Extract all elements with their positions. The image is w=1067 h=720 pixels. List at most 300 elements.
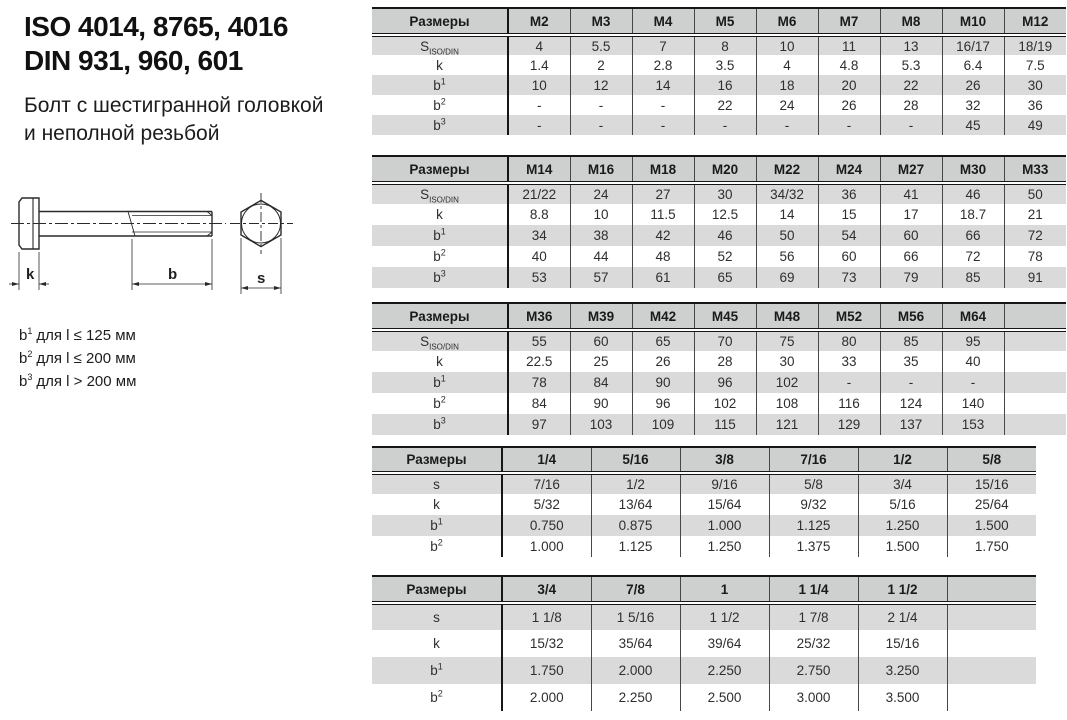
s-arrow-right — [274, 286, 281, 290]
value-cell: 66 — [880, 246, 942, 267]
value-cell: 96 — [632, 393, 694, 414]
value-cell: 38 — [570, 225, 632, 246]
value-cell: 116 — [818, 393, 880, 414]
column-header: 7/16 — [769, 447, 858, 473]
value-cell: 46 — [694, 225, 756, 246]
value-cell: 85 — [880, 330, 942, 351]
value-cell: 5/32 — [502, 494, 591, 515]
footnote-symbol: b — [19, 350, 28, 367]
corner-header: Размеры — [372, 8, 508, 35]
value-cell: 36 — [818, 183, 880, 204]
value-cell: 57 — [570, 267, 632, 288]
value-cell: - — [880, 115, 942, 135]
column-header: M48 — [756, 303, 818, 330]
dimension-table-inch-2 — [372, 575, 1036, 711]
value-cell: 1.125 — [769, 515, 858, 536]
value-cell: 15/32 — [502, 630, 591, 657]
table-header-row — [372, 576, 1036, 603]
row-label: $b^1$ — [372, 515, 502, 536]
value-cell: 1.750 — [502, 657, 591, 684]
value-cell: - — [694, 115, 756, 135]
row-label: $b^1$ — [372, 657, 502, 684]
value-cell: 28 — [694, 351, 756, 372]
row-label: $b^3$ — [372, 414, 508, 435]
value-cell: 78 — [508, 372, 570, 393]
value-cell: 2.500 — [680, 684, 769, 711]
value-cell: - — [570, 95, 632, 115]
footnote-symbol: b — [19, 373, 28, 390]
value-cell: 7/16 — [502, 473, 591, 494]
value-cell: 22.5 — [508, 351, 570, 372]
dimension-table-metric-3 — [372, 302, 1066, 435]
footnote-symbol: b — [19, 327, 28, 344]
corner-header: Размеры — [372, 156, 508, 183]
value-cell: - — [570, 115, 632, 135]
value-cell: 24 — [570, 183, 632, 204]
value-cell: 0.875 — [591, 515, 680, 536]
table-row — [372, 55, 1066, 75]
table-row — [372, 115, 1066, 135]
value-cell: 12 — [570, 75, 632, 95]
value-cell: 32 — [942, 95, 1004, 115]
value-cell: 12.5 — [694, 204, 756, 225]
row-label: k — [372, 494, 502, 515]
value-cell: 15/16 — [858, 630, 947, 657]
dimension-table-inch-1 — [372, 446, 1036, 557]
bolt-drawing-svg — [8, 186, 308, 306]
value-cell: 2.250 — [591, 684, 680, 711]
value-cell: 2 — [570, 55, 632, 75]
table-row — [372, 246, 1066, 267]
table-row — [372, 393, 1066, 414]
value-cell: 56 — [756, 246, 818, 267]
value-cell: 46 — [942, 183, 1004, 204]
value-cell: 35 — [880, 351, 942, 372]
value-cell: 61 — [632, 267, 694, 288]
value-cell: 109 — [632, 414, 694, 435]
value-cell: 1.000 — [502, 536, 591, 557]
value-cell: 21/22 — [508, 183, 570, 204]
value-cell: 1 5/16 — [591, 603, 680, 630]
value-cell: 75 — [756, 330, 818, 351]
empty-value-cell — [1004, 414, 1066, 435]
value-cell: 1.375 — [769, 536, 858, 557]
value-cell: 140 — [942, 393, 1004, 414]
value-cell: 90 — [570, 393, 632, 414]
value-cell: 22 — [694, 95, 756, 115]
footnote-sup: 1 — [27, 326, 33, 336]
column-header: 1 1/2 — [858, 576, 947, 603]
value-cell: 73 — [818, 267, 880, 288]
value-cell: 18/19 — [1004, 35, 1066, 55]
value-cell: 55 — [508, 330, 570, 351]
value-cell: 2.750 — [769, 657, 858, 684]
column-header: M3 — [570, 8, 632, 35]
value-cell: - — [632, 95, 694, 115]
value-cell: 80 — [818, 330, 880, 351]
value-cell: 28 — [880, 95, 942, 115]
value-cell: 10 — [756, 35, 818, 55]
value-cell: 102 — [756, 372, 818, 393]
row-label: k — [372, 204, 508, 225]
row-label: k — [372, 630, 502, 657]
dimension-table-metric-2 — [372, 155, 1066, 288]
value-cell: 15 — [818, 204, 880, 225]
column-header: M8 — [880, 8, 942, 35]
value-cell: 72 — [1004, 225, 1066, 246]
value-cell: 26 — [632, 351, 694, 372]
value-cell: 3.250 — [858, 657, 947, 684]
value-cell: 0.750 — [502, 515, 591, 536]
value-cell: 21 — [1004, 204, 1066, 225]
value-cell: 7 — [632, 35, 694, 55]
value-cell: 60 — [570, 330, 632, 351]
footnotes — [19, 322, 136, 391]
footnote-sup: 3 — [27, 372, 33, 382]
value-cell: 41 — [880, 183, 942, 204]
row-label: $b^2$ — [372, 536, 502, 557]
column-header: M22 — [756, 156, 818, 183]
value-cell: 5/8 — [769, 473, 858, 494]
table-row — [372, 204, 1066, 225]
b-arrow-left — [132, 282, 139, 286]
value-cell: 50 — [756, 225, 818, 246]
table-header-row — [372, 8, 1066, 35]
value-cell: - — [880, 372, 942, 393]
s-arrow-left — [241, 286, 248, 290]
subtitle-line-1: Болт с шестигранной головкой — [24, 94, 324, 117]
value-cell: 60 — [818, 246, 880, 267]
b-dimension-label: b — [168, 266, 178, 283]
column-header: M20 — [694, 156, 756, 183]
value-cell: 60 — [880, 225, 942, 246]
value-cell: 48 — [632, 246, 694, 267]
column-header: 5/16 — [591, 447, 680, 473]
value-cell: 4.8 — [818, 55, 880, 75]
column-header: M27 — [880, 156, 942, 183]
value-cell: 30 — [1004, 75, 1066, 95]
value-cell: 30 — [694, 183, 756, 204]
value-cell: 18.7 — [942, 204, 1004, 225]
column-header: M14 — [508, 156, 570, 183]
column-header: M18 — [632, 156, 694, 183]
value-cell: - — [508, 95, 570, 115]
value-cell: 45 — [942, 115, 1004, 135]
value-cell: 1 1/2 — [680, 603, 769, 630]
value-cell: 14 — [632, 75, 694, 95]
value-cell: 78 — [1004, 246, 1066, 267]
corner-header: Размеры — [372, 303, 508, 330]
table-row — [372, 657, 1036, 684]
value-cell: 103 — [570, 414, 632, 435]
value-cell: 26 — [818, 95, 880, 115]
value-cell: 13 — [880, 35, 942, 55]
column-header: M4 — [632, 8, 694, 35]
value-cell: 66 — [942, 225, 1004, 246]
value-cell: 1.250 — [680, 536, 769, 557]
value-cell: 16/17 — [942, 35, 1004, 55]
value-cell: - — [632, 115, 694, 135]
value-cell: 91 — [1004, 267, 1066, 288]
value-cell: 7.5 — [1004, 55, 1066, 75]
column-header: M2 — [508, 8, 570, 35]
dimension-table-metric-1 — [372, 7, 1066, 135]
value-cell: 39/64 — [680, 630, 769, 657]
row-label: $b^1$ — [372, 225, 508, 246]
value-cell: 52 — [694, 246, 756, 267]
value-cell: 5/16 — [858, 494, 947, 515]
empty-value-cell — [947, 684, 1036, 711]
value-cell: 20 — [818, 75, 880, 95]
row-label: $b^1$ — [372, 75, 508, 95]
k-dimension-label: k — [26, 266, 35, 283]
value-cell: 65 — [632, 330, 694, 351]
column-header: M12 — [1004, 8, 1066, 35]
value-cell: 1/2 — [591, 473, 680, 494]
value-cell: 3.500 — [858, 684, 947, 711]
table-row — [372, 473, 1036, 494]
value-cell: 2.250 — [680, 657, 769, 684]
row-label: $S_{ISO/DIN}$ — [372, 330, 508, 351]
column-header: M45 — [694, 303, 756, 330]
column-header: M36 — [508, 303, 570, 330]
value-cell: - — [508, 115, 570, 135]
bolt-drawing — [8, 186, 308, 306]
value-cell: - — [942, 372, 1004, 393]
footnote-b2 — [19, 345, 136, 368]
value-cell: - — [818, 115, 880, 135]
row-label: $b^2$ — [372, 246, 508, 267]
value-cell: 129 — [818, 414, 880, 435]
value-cell: 85 — [942, 267, 1004, 288]
footnote-text: для l > 200 мм — [36, 373, 137, 390]
row-label: $S_{ISO/DIN}$ — [372, 35, 508, 55]
value-cell: 70 — [694, 330, 756, 351]
value-cell: 8.8 — [508, 204, 570, 225]
table-row — [372, 414, 1066, 435]
column-header: M10 — [942, 8, 1004, 35]
value-cell: 11 — [818, 35, 880, 55]
column-header: M39 — [570, 303, 632, 330]
value-cell: 16 — [694, 75, 756, 95]
column-header: M7 — [818, 8, 880, 35]
column-header: M30 — [942, 156, 1004, 183]
value-cell: 33 — [818, 351, 880, 372]
title-block — [24, 10, 288, 78]
column-header: 1/4 — [502, 447, 591, 473]
column-header: M52 — [818, 303, 880, 330]
table-row — [372, 351, 1066, 372]
column-header: M5 — [694, 8, 756, 35]
value-cell: 4 — [756, 55, 818, 75]
value-cell: 10 — [508, 75, 570, 95]
column-header: 7/8 — [591, 576, 680, 603]
table-header-row — [372, 156, 1066, 183]
value-cell: 97 — [508, 414, 570, 435]
table-header-row — [372, 303, 1066, 330]
value-cell: 25 — [570, 351, 632, 372]
value-cell: 1.500 — [858, 536, 947, 557]
value-cell: 40 — [942, 351, 1004, 372]
value-cell: 1.125 — [591, 536, 680, 557]
value-cell: - — [756, 115, 818, 135]
column-header: M33 — [1004, 156, 1066, 183]
value-cell: 14 — [756, 204, 818, 225]
value-cell: 72 — [942, 246, 1004, 267]
table-row — [372, 267, 1066, 288]
row-label: $b^2$ — [372, 393, 508, 414]
subtitle-line-2: и неполной резьбой — [24, 122, 220, 145]
empty-value-cell — [1004, 351, 1066, 372]
value-cell: 84 — [508, 393, 570, 414]
table-row — [372, 75, 1066, 95]
value-cell: 44 — [570, 246, 632, 267]
value-cell: 1.500 — [947, 515, 1036, 536]
table-row — [372, 536, 1036, 557]
value-cell: 6.4 — [942, 55, 1004, 75]
value-cell: 25/64 — [947, 494, 1036, 515]
value-cell: 65 — [694, 267, 756, 288]
table-row — [372, 603, 1036, 630]
value-cell: 5.3 — [880, 55, 942, 75]
value-cell: - — [818, 372, 880, 393]
empty-column-header — [947, 576, 1036, 603]
value-cell: 2 1/4 — [858, 603, 947, 630]
column-header: 3/8 — [680, 447, 769, 473]
footnote-b1 — [19, 322, 136, 345]
row-label: $b^2$ — [372, 684, 502, 711]
value-cell: 9/32 — [769, 494, 858, 515]
value-cell: 54 — [818, 225, 880, 246]
value-cell: 1.4 — [508, 55, 570, 75]
value-cell: 11.5 — [632, 204, 694, 225]
table-row — [372, 330, 1066, 351]
column-header: 3/4 — [502, 576, 591, 603]
value-cell: 102 — [694, 393, 756, 414]
empty-value-cell — [1004, 372, 1066, 393]
row-label: $S_{ISO/DIN}$ — [372, 183, 508, 204]
value-cell: 2.000 — [591, 657, 680, 684]
value-cell: 3/4 — [858, 473, 947, 494]
value-cell: 25/32 — [769, 630, 858, 657]
value-cell: 22 — [880, 75, 942, 95]
column-header: M24 — [818, 156, 880, 183]
value-cell: 1.250 — [858, 515, 947, 536]
value-cell: 90 — [632, 372, 694, 393]
value-cell: 15/64 — [680, 494, 769, 515]
row-label: $b^2$ — [372, 95, 508, 115]
empty-value-cell — [1004, 330, 1066, 351]
corner-header: Размеры — [372, 447, 502, 473]
column-header: M6 — [756, 8, 818, 35]
empty-value-cell — [947, 657, 1036, 684]
row-label: k — [372, 55, 508, 75]
s-dimension-label: s — [257, 270, 266, 287]
empty-column-header — [1004, 303, 1066, 330]
value-cell: 1 1/8 — [502, 603, 591, 630]
value-cell: 42 — [632, 225, 694, 246]
value-cell: 137 — [880, 414, 942, 435]
table-row — [372, 684, 1036, 711]
value-cell: 15/16 — [947, 473, 1036, 494]
row-label: $b^1$ — [372, 372, 508, 393]
corner-header: Размеры — [372, 576, 502, 603]
k-arrow-right — [39, 282, 46, 286]
value-cell: 35/64 — [591, 630, 680, 657]
value-cell: 27 — [632, 183, 694, 204]
page-title-din: DIN 931, 960, 601 — [24, 45, 243, 76]
value-cell: 2.000 — [502, 684, 591, 711]
value-cell: 9/16 — [680, 473, 769, 494]
value-cell: 17 — [880, 204, 942, 225]
column-header: M16 — [570, 156, 632, 183]
value-cell: 30 — [756, 351, 818, 372]
value-cell: 4 — [508, 35, 570, 55]
value-cell: 50 — [1004, 183, 1066, 204]
row-label: k — [372, 351, 508, 372]
value-cell: 53 — [508, 267, 570, 288]
table-row — [372, 35, 1066, 55]
value-cell: 5.5 — [570, 35, 632, 55]
row-label: s — [372, 603, 502, 630]
value-cell: 96 — [694, 372, 756, 393]
value-cell: 69 — [756, 267, 818, 288]
footnote-sup: 2 — [27, 349, 33, 359]
value-cell: 1 7/8 — [769, 603, 858, 630]
value-cell: 153 — [942, 414, 1004, 435]
table-row — [372, 225, 1066, 246]
row-label: $b^3$ — [372, 115, 508, 135]
footnote-text: для l ≤ 125 мм — [36, 327, 136, 344]
table-row — [372, 630, 1036, 657]
value-cell: 124 — [880, 393, 942, 414]
value-cell: 121 — [756, 414, 818, 435]
column-header: 1 1/4 — [769, 576, 858, 603]
value-cell: 3.5 — [694, 55, 756, 75]
table-row — [372, 372, 1066, 393]
table-row — [372, 183, 1066, 204]
value-cell: 115 — [694, 414, 756, 435]
row-label: $b^3$ — [372, 267, 508, 288]
value-cell: 84 — [570, 372, 632, 393]
value-cell: 26 — [942, 75, 1004, 95]
column-header: M42 — [632, 303, 694, 330]
value-cell: 2.8 — [632, 55, 694, 75]
page-title-iso: ISO 4014, 8765, 4016 — [24, 11, 288, 42]
empty-value-cell — [947, 603, 1036, 630]
table-header-row — [372, 447, 1036, 473]
value-cell: 34 — [508, 225, 570, 246]
value-cell: 36 — [1004, 95, 1066, 115]
empty-value-cell — [947, 630, 1036, 657]
b-arrow-right — [205, 282, 212, 286]
column-header: M56 — [880, 303, 942, 330]
value-cell: 18 — [756, 75, 818, 95]
value-cell: 40 — [508, 246, 570, 267]
column-header: 1/2 — [858, 447, 947, 473]
value-cell: 95 — [942, 330, 1004, 351]
k-arrow-left — [12, 282, 19, 286]
subtitle-block — [24, 92, 323, 148]
empty-value-cell — [1004, 393, 1066, 414]
value-cell: 24 — [756, 95, 818, 115]
table-row — [372, 494, 1036, 515]
column-header: M64 — [942, 303, 1004, 330]
footnote-b3 — [19, 368, 136, 391]
value-cell: 1.000 — [680, 515, 769, 536]
value-cell: 8 — [694, 35, 756, 55]
footnote-text: для l ≤ 200 мм — [36, 350, 136, 367]
